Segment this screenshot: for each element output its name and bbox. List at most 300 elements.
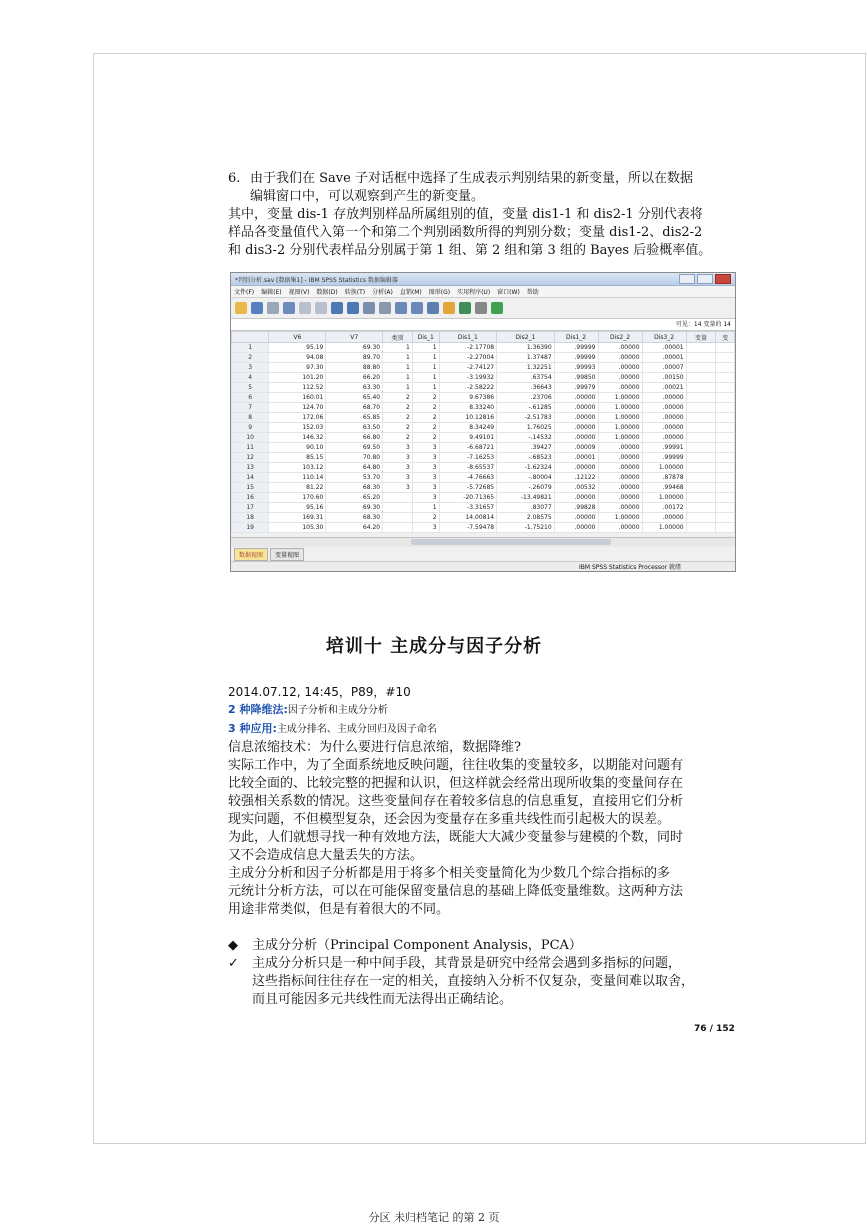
data-cell[interactable]: 170.60	[269, 493, 326, 503]
data-cell[interactable]: .99991	[642, 443, 686, 453]
data-cell[interactable]: 69.50	[326, 443, 383, 453]
data-cell[interactable]: -2.58222	[439, 383, 497, 393]
data-cell[interactable]: 66.80	[326, 433, 383, 443]
data-cell[interactable]: 97.30	[269, 363, 326, 373]
empty-cell[interactable]	[686, 393, 716, 403]
data-cell[interactable]: -.80004	[497, 473, 555, 483]
empty-cell[interactable]	[716, 483, 735, 493]
row-number[interactable]: 15	[232, 483, 269, 493]
row-number[interactable]: 2	[232, 353, 269, 363]
data-cell[interactable]: .00009	[554, 443, 598, 453]
data-cell[interactable]: 8.33240	[439, 403, 497, 413]
row-number[interactable]: 3	[232, 363, 269, 373]
data-cell[interactable]: .00021	[642, 383, 686, 393]
methods-text: 因子分析和主成分分析	[287, 705, 388, 716]
data-cell[interactable]: -4.76663	[439, 473, 497, 483]
data-cell[interactable]: 70.80	[326, 453, 383, 463]
data-cell[interactable]: .00000	[598, 483, 642, 493]
column-header[interactable]: V7	[326, 332, 383, 343]
split-file-icon[interactable]	[427, 302, 439, 314]
insert-cases-icon[interactable]	[395, 302, 407, 314]
data-cell[interactable]: 2	[383, 423, 413, 433]
pca-heading: 主成分分析（Principal Component Analysis，PCA）	[252, 938, 582, 953]
data-cell[interactable]: 2	[412, 513, 439, 523]
data-cell[interactable]: 2	[383, 393, 413, 403]
data-cell[interactable]: -3.19932	[439, 373, 497, 383]
data-cell[interactable]: 65.85	[326, 413, 383, 423]
data-cell[interactable]: 1.00000	[642, 463, 686, 473]
data-cell[interactable]: 3	[383, 463, 413, 473]
data-cell[interactable]: .99999	[642, 453, 686, 463]
data-cell[interactable]: .00150	[642, 373, 686, 383]
data-cell[interactable]: 1.00000	[642, 493, 686, 503]
empty-cell[interactable]	[716, 343, 735, 353]
data-cell[interactable]: 10.12816	[439, 413, 497, 423]
data-cell[interactable]: 2	[383, 413, 413, 423]
row-number[interactable]: 4	[232, 373, 269, 383]
data-cell[interactable]: 65.20	[326, 493, 383, 503]
horizontal-scrollbar[interactable]	[231, 537, 735, 547]
data-cell[interactable]: 1	[383, 363, 413, 373]
row-number[interactable]: 6	[232, 393, 269, 403]
data-cell[interactable]: 1.00000	[642, 523, 686, 533]
data-cell[interactable]: 2	[412, 413, 439, 423]
empty-cell[interactable]	[716, 353, 735, 363]
data-cell[interactable]: .00000	[598, 503, 642, 513]
row-number[interactable]: 17	[232, 503, 269, 513]
methods-label: 2 种降维法:	[228, 703, 288, 716]
paragraph-line: 较强相关系数的情况。这些变量间存在着较多信息的信息重复，直接用它们分析	[228, 794, 684, 809]
dialog-recall-icon[interactable]	[283, 302, 295, 314]
data-cell[interactable]: .00000	[554, 423, 598, 433]
paragraph-line: 为此，人们就想寻找一种有效地方法，既能大大减少变量参与建模的个数，同时	[228, 830, 684, 845]
data-cell[interactable]: .00000	[642, 433, 686, 443]
table-row	[232, 393, 735, 403]
data-cell[interactable]: 95.16	[269, 503, 326, 513]
insert-variable-icon[interactable]	[411, 302, 423, 314]
data-cell[interactable]: 2.08575	[497, 513, 555, 523]
data-cell[interactable]: 68.30	[326, 513, 383, 523]
data-cell[interactable]: -20.71365	[439, 493, 497, 503]
menu-item[interactable]: 窗口(W)	[497, 289, 520, 296]
empty-cell[interactable]	[716, 453, 735, 463]
row-number[interactable]: 19	[232, 523, 269, 533]
tab-variable-view[interactable]: 变量视图	[270, 548, 304, 561]
status-text: IBM SPSS Statistics Processor 就绪	[579, 564, 682, 571]
data-cell[interactable]: 1	[383, 343, 413, 353]
data-cell[interactable]: .63754	[497, 373, 555, 383]
data-cell[interactable]: 124.70	[269, 403, 326, 413]
table-row	[232, 453, 735, 463]
data-cell[interactable]: -5.72685	[439, 483, 497, 493]
data-cell[interactable]: -7.59478	[439, 523, 497, 533]
data-cell[interactable]: -13.49821	[497, 493, 555, 503]
data-cell[interactable]: -7.16253	[439, 453, 497, 463]
find-icon[interactable]	[379, 302, 391, 314]
open-folder-icon[interactable]	[235, 302, 247, 314]
data-cell[interactable]: 2	[412, 423, 439, 433]
data-cell[interactable]: 101.20	[269, 373, 326, 383]
data-cell[interactable]: .00000	[554, 523, 598, 533]
data-cell[interactable]: .00172	[642, 503, 686, 513]
menu-item[interactable]: 视图(V)	[288, 289, 310, 296]
data-cell[interactable]: 152.03	[269, 423, 326, 433]
empty-cell[interactable]	[716, 493, 735, 503]
data-cell[interactable]: 88.80	[326, 363, 383, 373]
goto-case-icon[interactable]	[331, 302, 343, 314]
data-cell[interactable]: .00000	[598, 443, 642, 453]
applications-label: 3 种应用:	[228, 722, 277, 735]
data-cell[interactable]: .00007	[642, 363, 686, 373]
menu-item[interactable]: 直销(M)	[399, 289, 422, 296]
data-cell[interactable]: 103.12	[269, 463, 326, 473]
menu-item[interactable]: 分析(A)	[372, 289, 393, 296]
empty-cell[interactable]	[686, 463, 716, 473]
column-header[interactable]: Dis1_2	[554, 332, 598, 343]
data-cell[interactable]: 9.67386	[439, 393, 497, 403]
data-cell[interactable]: .00000	[598, 363, 642, 373]
weight-cases-icon[interactable]	[443, 302, 455, 314]
data-cell[interactable]: .00001	[642, 343, 686, 353]
data-cell[interactable]: 2	[383, 433, 413, 443]
empty-cell[interactable]	[686, 413, 716, 423]
data-cell[interactable]: .00000	[598, 463, 642, 473]
empty-cell[interactable]	[716, 363, 735, 373]
empty-cell[interactable]	[686, 363, 716, 373]
row-number[interactable]: 8	[232, 413, 269, 423]
data-cell[interactable]: 1	[412, 363, 439, 373]
data-cell[interactable]: 1	[412, 343, 439, 353]
menu-item[interactable]: 数据(D)	[316, 289, 338, 296]
column-header[interactable]: 变量	[686, 332, 716, 343]
data-cell[interactable]: .99979	[554, 383, 598, 393]
data-cell[interactable]: 1	[412, 353, 439, 363]
data-cell[interactable]: .00000	[554, 403, 598, 413]
data-cell[interactable]: .00000	[598, 383, 642, 393]
menu-item[interactable]: 帮助	[526, 289, 539, 296]
row-number[interactable]: 7	[232, 403, 269, 413]
data-cell[interactable]: 1.00000	[598, 393, 642, 403]
print-icon[interactable]	[267, 302, 279, 314]
page-number: 76 / 152	[694, 1024, 735, 1034]
data-cell[interactable]: 3	[383, 473, 413, 483]
data-cell[interactable]: .83077	[497, 503, 555, 513]
data-cell[interactable]: -2.74127	[439, 363, 497, 373]
data-cell[interactable]: 90.10	[269, 443, 326, 453]
data-cell[interactable]: 3	[412, 483, 439, 493]
data-cell[interactable]: 1	[412, 373, 439, 383]
data-cell[interactable]: .99999	[554, 353, 598, 363]
save-icon[interactable]	[251, 302, 263, 314]
column-header[interactable]: Dis2_2	[598, 332, 642, 343]
data-cell[interactable]	[383, 523, 413, 533]
data-cell[interactable]	[383, 503, 413, 513]
column-header[interactable]: V6	[269, 332, 326, 343]
empty-cell[interactable]	[686, 503, 716, 513]
data-cell[interactable]: .00000	[642, 393, 686, 403]
data-cell[interactable]: 172.06	[269, 413, 326, 423]
empty-cell[interactable]	[686, 473, 716, 483]
data-cell[interactable]: .39427	[497, 443, 555, 453]
data-cell[interactable]: .99828	[554, 503, 598, 513]
empty-cell[interactable]	[716, 423, 735, 433]
spss-menu-bar	[231, 286, 735, 298]
data-cell[interactable]: .00000	[554, 433, 598, 443]
empty-cell[interactable]	[686, 423, 716, 433]
table-row	[232, 463, 735, 473]
use-sets-icon[interactable]	[491, 302, 503, 314]
row-number[interactable]: 11	[232, 443, 269, 453]
data-cell[interactable]: .99468	[642, 483, 686, 493]
data-cell[interactable]: 3	[412, 473, 439, 483]
data-cell[interactable]: 3	[412, 493, 439, 503]
data-cell[interactable]: 1.32251	[497, 363, 555, 373]
data-cell[interactable]: 8.34249	[439, 423, 497, 433]
empty-cell[interactable]	[686, 513, 716, 523]
paragraph-line: 比较全面的、比较完整的把握和认识，但这样就会经常出现所收集的变量间存在	[228, 776, 684, 791]
data-cell[interactable]: 63.50	[326, 423, 383, 433]
column-header[interactable]: Dis1_1	[439, 332, 497, 343]
data-cell[interactable]: 3	[412, 443, 439, 453]
data-cell[interactable]: -2.17708	[439, 343, 497, 353]
data-cell[interactable]: .00000	[642, 513, 686, 523]
data-cell[interactable]: .00000	[554, 493, 598, 503]
data-cell[interactable]: 95.19	[269, 343, 326, 353]
data-cell[interactable]: 105.30	[269, 523, 326, 533]
data-cell[interactable]: 1.76025	[497, 423, 555, 433]
data-cell[interactable]: .00000	[642, 403, 686, 413]
empty-cell[interactable]	[686, 433, 716, 443]
data-cell[interactable]: .00000	[554, 413, 598, 423]
value-labels-icon[interactable]	[475, 302, 487, 314]
data-cell[interactable]: 1.00000	[598, 413, 642, 423]
data-cell[interactable]: .99993	[554, 363, 598, 373]
data-cell[interactable]: .00532	[554, 483, 598, 493]
row-number[interactable]: 13	[232, 463, 269, 473]
data-cell[interactable]: -2.27004	[439, 353, 497, 363]
data-cell[interactable]: -6.68721	[439, 443, 497, 453]
note-meta: 2014.07.12, 14:45，P89，#10	[228, 685, 411, 699]
applications-text: 主成分排名、主成分回归及因子命名	[276, 724, 437, 735]
variables-icon[interactable]	[363, 302, 375, 314]
data-cell[interactable]: 1.37487	[497, 353, 555, 363]
data-cell[interactable]: 63.30	[326, 383, 383, 393]
data-cell[interactable]: -.14532	[497, 433, 555, 443]
data-cell[interactable]: -1.75210	[497, 523, 555, 533]
data-cell[interactable]: -.61285	[497, 403, 555, 413]
data-cell[interactable]: 3	[383, 443, 413, 453]
empty-cell[interactable]	[716, 443, 735, 453]
step-6-line-1: 由于我们在 Save 子对话框中选择了生成表示判别结果的新变量，所以在数据	[250, 171, 693, 186]
goto-variable-icon[interactable]	[347, 302, 359, 314]
data-cell[interactable]: 110.14	[269, 473, 326, 483]
empty-cell[interactable]	[716, 513, 735, 523]
data-cell[interactable]: -.26079	[497, 483, 555, 493]
paragraph-line: 主成分分析和因子分析都是用于将多个相关变量简化为少数几个综合指标的多	[228, 866, 671, 881]
data-cell[interactable]: 9.49101	[439, 433, 497, 443]
empty-cell[interactable]	[716, 503, 735, 513]
undo-icon[interactable]	[299, 302, 311, 314]
menu-item[interactable]: 转换(T)	[344, 289, 366, 296]
empty-cell[interactable]	[716, 473, 735, 483]
paragraph-line: 元统计分析方法，可以在可能保留变量信息的基础上降低变量维数。这两种方法	[228, 884, 684, 899]
column-header[interactable]: Dis2_1	[497, 332, 555, 343]
empty-cell[interactable]	[686, 403, 716, 413]
data-cell[interactable]: .00000	[598, 353, 642, 363]
data-cell[interactable]: -8.65537	[439, 463, 497, 473]
data-cell[interactable]: 1	[412, 503, 439, 513]
row-number[interactable]: 18	[232, 513, 269, 523]
data-cell[interactable]: 1	[412, 383, 439, 393]
table-row	[232, 483, 735, 493]
empty-cell[interactable]	[686, 343, 716, 353]
table-row	[232, 493, 735, 503]
data-cell[interactable]: 3	[412, 453, 439, 463]
table-row	[232, 363, 735, 373]
data-cell[interactable]: 81.22	[269, 483, 326, 493]
empty-cell[interactable]	[686, 453, 716, 463]
empty-cell[interactable]	[716, 523, 735, 533]
empty-cell[interactable]	[716, 373, 735, 383]
data-cell[interactable]: 1.36390	[497, 343, 555, 353]
data-cell[interactable]: 3	[412, 463, 439, 473]
data-cell[interactable]: -.68523	[497, 453, 555, 463]
data-cell[interactable]: 146.32	[269, 433, 326, 443]
data-cell[interactable]: .23706	[497, 393, 555, 403]
data-cell[interactable]: 2	[412, 393, 439, 403]
data-cell[interactable]: 1.00000	[598, 423, 642, 433]
data-cell[interactable]: .00000	[642, 413, 686, 423]
data-cell[interactable]: .87878	[642, 473, 686, 483]
data-cell[interactable]: 112.52	[269, 383, 326, 393]
data-cell[interactable]: .00000	[598, 473, 642, 483]
column-header[interactable]: 变	[716, 332, 735, 343]
data-cell[interactable]: 1.00000	[598, 433, 642, 443]
empty-cell[interactable]	[686, 353, 716, 363]
minimize-icon[interactable]	[679, 274, 695, 284]
data-cell[interactable]: 1.00000	[598, 403, 642, 413]
close-icon[interactable]	[715, 274, 731, 284]
empty-cell[interactable]	[686, 483, 716, 493]
data-cell[interactable]: 65.40	[326, 393, 383, 403]
data-cell[interactable]: 169.31	[269, 513, 326, 523]
data-cell[interactable]: .00000	[598, 493, 642, 503]
empty-cell[interactable]	[716, 413, 735, 423]
data-cell[interactable]: 69.30	[326, 343, 383, 353]
column-header[interactable]: Dis3_2	[642, 332, 686, 343]
data-cell[interactable]: 1	[383, 373, 413, 383]
empty-cell[interactable]	[686, 383, 716, 393]
column-header[interactable]: Dis_1	[412, 332, 439, 343]
data-cell[interactable]: 14.00814	[439, 513, 497, 523]
row-number[interactable]: 16	[232, 493, 269, 503]
row-number[interactable]: 9	[232, 423, 269, 433]
data-cell[interactable]: .00000	[554, 513, 598, 523]
select-cases-icon[interactable]	[459, 302, 471, 314]
data-cell[interactable]	[383, 493, 413, 503]
empty-cell[interactable]	[686, 493, 716, 503]
empty-cell[interactable]	[716, 403, 735, 413]
empty-cell[interactable]	[686, 523, 716, 533]
data-cell[interactable]: 94.08	[269, 353, 326, 363]
tab-data-view[interactable]: 数据视图	[234, 548, 268, 561]
maximize-icon[interactable]	[697, 274, 713, 284]
menu-item[interactable]: 编辑(E)	[261, 289, 282, 296]
data-cell[interactable]: 64.80	[326, 463, 383, 473]
menu-item[interactable]: 图形(G)	[428, 289, 451, 296]
data-cell[interactable]: .99850	[554, 373, 598, 383]
data-cell[interactable]: .00001	[554, 453, 598, 463]
data-cell[interactable]: 3	[412, 523, 439, 533]
data-cell[interactable]: .00001	[642, 353, 686, 363]
data-cell[interactable]: .00000	[642, 423, 686, 433]
data-cell[interactable]: .00000	[598, 343, 642, 353]
data-cell[interactable]: 2	[383, 403, 413, 413]
row-number[interactable]: 14	[232, 473, 269, 483]
data-cell[interactable]: -2.51783	[497, 413, 555, 423]
row-number[interactable]: 12	[232, 453, 269, 463]
data-cell[interactable]: 3	[383, 453, 413, 463]
empty-cell[interactable]	[716, 383, 735, 393]
data-cell[interactable]: .00000	[554, 393, 598, 403]
empty-cell[interactable]	[716, 393, 735, 403]
data-cell[interactable]: 85.15	[269, 453, 326, 463]
column-header[interactable]: 类别	[383, 332, 413, 343]
empty-cell[interactable]	[686, 373, 716, 383]
scrollbar-thumb[interactable]	[411, 539, 611, 545]
data-cell[interactable]: 68.70	[326, 403, 383, 413]
table-row	[232, 473, 735, 483]
data-cell[interactable]: 2	[412, 433, 439, 443]
data-cell[interactable]: .00000	[554, 463, 598, 473]
empty-cell[interactable]	[686, 443, 716, 453]
data-cell[interactable]: 53.70	[326, 473, 383, 483]
menu-item[interactable]: 实用程序(U)	[457, 289, 491, 296]
row-number[interactable]: 1	[232, 343, 269, 353]
data-cell[interactable]: 2	[412, 403, 439, 413]
data-cell[interactable]: -3.31657	[439, 503, 497, 513]
data-cell[interactable]: 160.01	[269, 393, 326, 403]
column-header[interactable]	[232, 332, 269, 343]
data-cell[interactable]: 69.30	[326, 503, 383, 513]
data-cell[interactable]	[383, 513, 413, 523]
data-cell[interactable]: .00000	[598, 373, 642, 383]
menu-item[interactable]: 文件(F)	[234, 289, 255, 296]
row-number[interactable]: 10	[232, 433, 269, 443]
data-cell[interactable]: .00000	[598, 453, 642, 463]
data-cell[interactable]: 1.00000	[598, 513, 642, 523]
data-cell[interactable]: 68.30	[326, 483, 383, 493]
data-cell[interactable]: 89.70	[326, 353, 383, 363]
table-row	[232, 423, 735, 433]
data-cell[interactable]: 66.20	[326, 373, 383, 383]
section-body	[228, 683, 736, 1009]
row-number[interactable]: 5	[232, 383, 269, 393]
data-cell[interactable]: 1	[383, 353, 413, 363]
data-cell[interactable]: 1	[383, 383, 413, 393]
data-cell[interactable]: .99999	[554, 343, 598, 353]
data-cell[interactable]: .00000	[598, 523, 642, 533]
data-cell[interactable]: .12122	[554, 473, 598, 483]
data-cell[interactable]: -1.62324	[497, 463, 555, 473]
empty-cell[interactable]	[716, 463, 735, 473]
data-cell[interactable]: 64.20	[326, 523, 383, 533]
data-cell[interactable]: 3	[383, 483, 413, 493]
data-cell[interactable]: .36643	[497, 383, 555, 393]
redo-icon[interactable]	[315, 302, 327, 314]
footer-note: 分区 未归档笔记 的第 2 页	[368, 1211, 500, 1224]
empty-cell[interactable]	[716, 433, 735, 443]
